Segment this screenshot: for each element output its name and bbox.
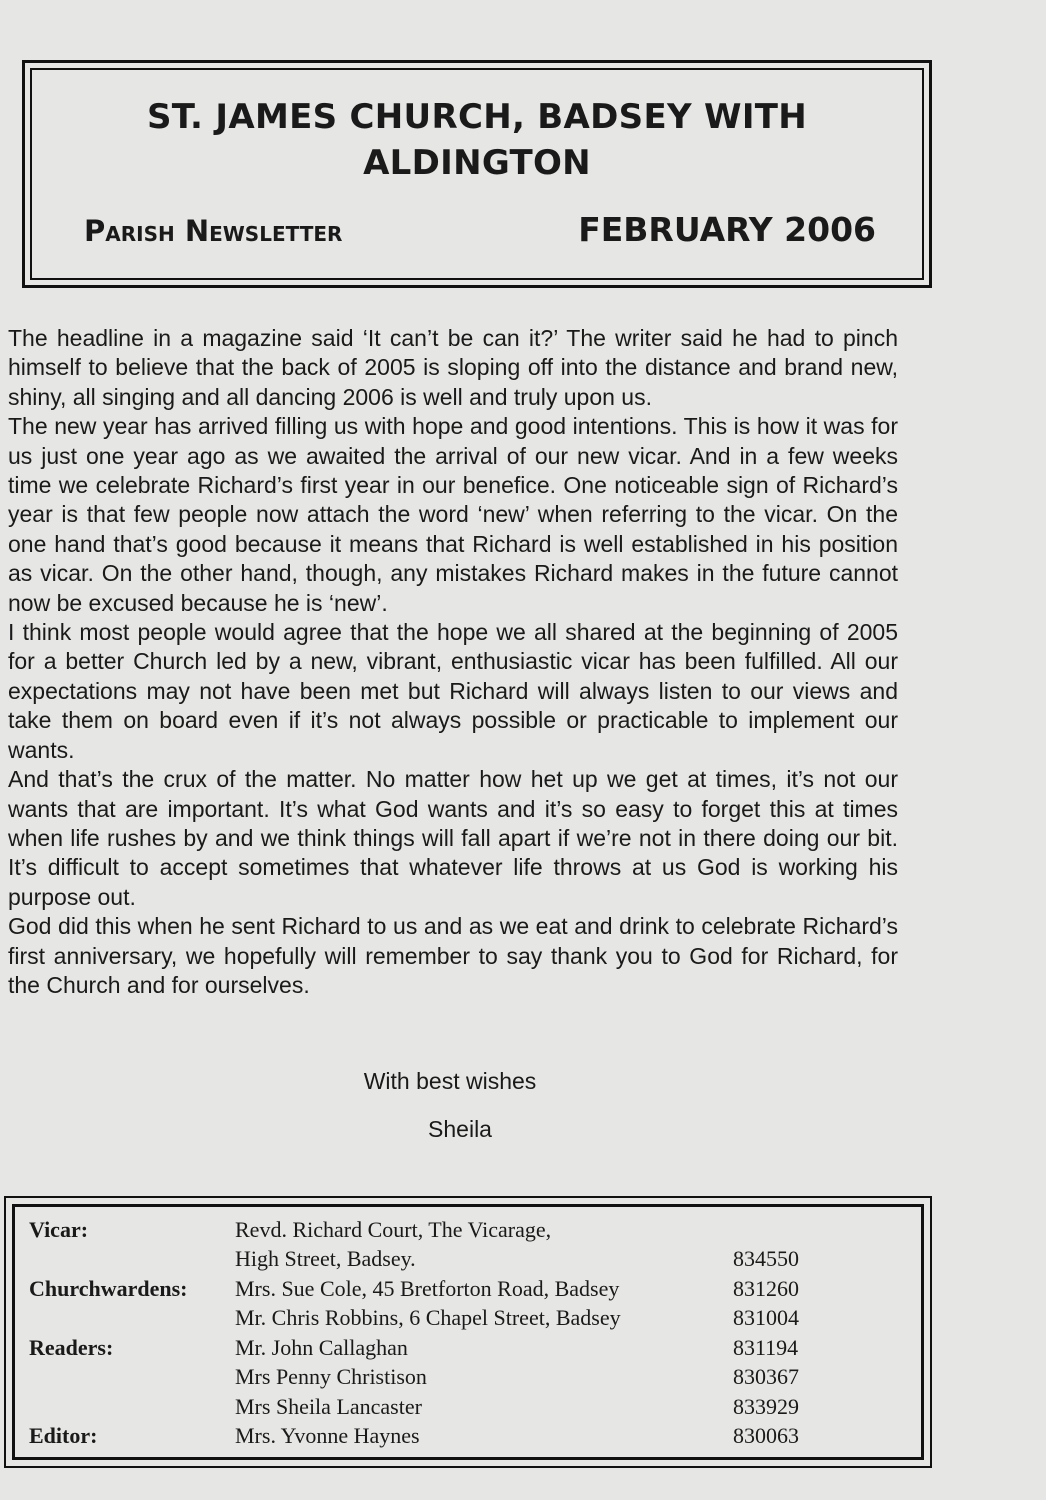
contact-phone: 834550 (733, 1246, 799, 1272)
contact-phone: 831260 (733, 1275, 799, 1301)
contact-phone (733, 1215, 823, 1245)
title-line-1: ST. JAMES CHURCH, BADSEY WITH (146, 97, 808, 137)
newsletter-title (32, 94, 922, 186)
contact-name: Revd. Richard Court, The Vicarage, (235, 1216, 552, 1242)
contact-phone: 830367 (733, 1364, 799, 1390)
contact-phone: 830063 (733, 1423, 799, 1449)
article-body (8, 324, 898, 1000)
contact-role (29, 1392, 235, 1422)
contact-row (29, 1422, 823, 1452)
masthead-box (22, 60, 932, 288)
contact-phone: 833929 (733, 1393, 799, 1419)
title-line-2: ALDINGTON (363, 143, 591, 183)
contact-role (29, 1304, 235, 1334)
contact-row (29, 1274, 823, 1304)
contact-name: Mrs Sheila Lancaster (235, 1393, 422, 1419)
contact-role: Churchwardens: (29, 1275, 188, 1301)
newsletter-label: Parish Newsletter (84, 214, 343, 248)
contact-phone: 831194 (733, 1334, 799, 1360)
contacts-table (29, 1215, 823, 1451)
contact-row (29, 1333, 823, 1363)
article-paragraph: I think most people would agree that the hope we all shared at the beginning of 2005 for a better Church led by a new, vibrant, enthusiastic vicar has been fulfilled. All our expectations may not have been met but Richard will always listen to our views and take them on board even if it’s not always possible or practicable to implement our wants. (8, 619, 898, 763)
contact-row (29, 1304, 823, 1334)
contacts-inner-border (12, 1204, 924, 1460)
contact-name: Mrs. Sue Cole, 45 Bretforton Road, Badsey (235, 1275, 620, 1301)
contact-row (29, 1215, 823, 1245)
contact-name: Mr. John Callaghan (235, 1334, 408, 1360)
contact-name: Mrs Penny Christison (235, 1364, 427, 1390)
closing-line: With best wishes (363, 1068, 537, 1094)
masthead-inner-border (30, 68, 924, 280)
contact-row (29, 1392, 823, 1422)
article-paragraph: The headline in a magazine said ‘It can’t be can it?’ The writer said he had to pinch himself to believe that the back of 2005 is sloping off into the distance and brand new, shiny, all singing and all dancing 2006 is well and truly upon us. (8, 325, 898, 410)
contact-row (29, 1245, 823, 1275)
contact-role: Readers: (29, 1334, 114, 1360)
contact-phone: 831004 (733, 1305, 799, 1331)
contact-name: Mrs. Yvonne Haynes (235, 1423, 420, 1449)
contacts-box (4, 1196, 932, 1468)
contact-role: Vicar: (29, 1216, 89, 1242)
article-paragraph: The new year has arrived filling us with hope and good intentions. This is how it was for us just one year ago as we awaited the arrival of our new vicar. And in a few weeks time we celebrate Richard’s first year in our benefice. One noticeable sign of Richard’s year is that few people now attach the word ‘new’ when referring to the vicar. On the one hand that’s good because it means that Richard is well established in his position as vicar. On the other hand, though, any mistakes Richard makes in the future cannot now be excused because he is ‘new’. (8, 413, 898, 616)
contact-name: Mr. Chris Robbins, 6 Chapel Street, Badsey (235, 1305, 621, 1331)
contact-role (29, 1245, 235, 1275)
contact-role (29, 1363, 235, 1393)
article-paragraph: And that’s the crux of the matter. No matter how het up we get at times, it’s not our wants that are important. It’s what God wants and it’s so easy to forget this at times when life rushes by and we think things will fall apart if we’re not in there doing our bit. It’s difficult to accept sometimes that whatever life throws at us God is working his purpose out. (8, 766, 898, 910)
signature: Sheila (428, 1116, 492, 1142)
article-paragraph: God did this when he sent Richard to us and as we eat and drink to celebrate Richard’s first anniversary, we hopefully will remember to say thank you to God for Richard, for the Church and for ourselves. (8, 913, 898, 998)
contact-role: Editor: (29, 1423, 98, 1449)
issue-date: FEBRUARY 2006 (578, 210, 876, 249)
contact-name: High Street, Badsey. (235, 1246, 416, 1272)
contact-row (29, 1363, 823, 1393)
